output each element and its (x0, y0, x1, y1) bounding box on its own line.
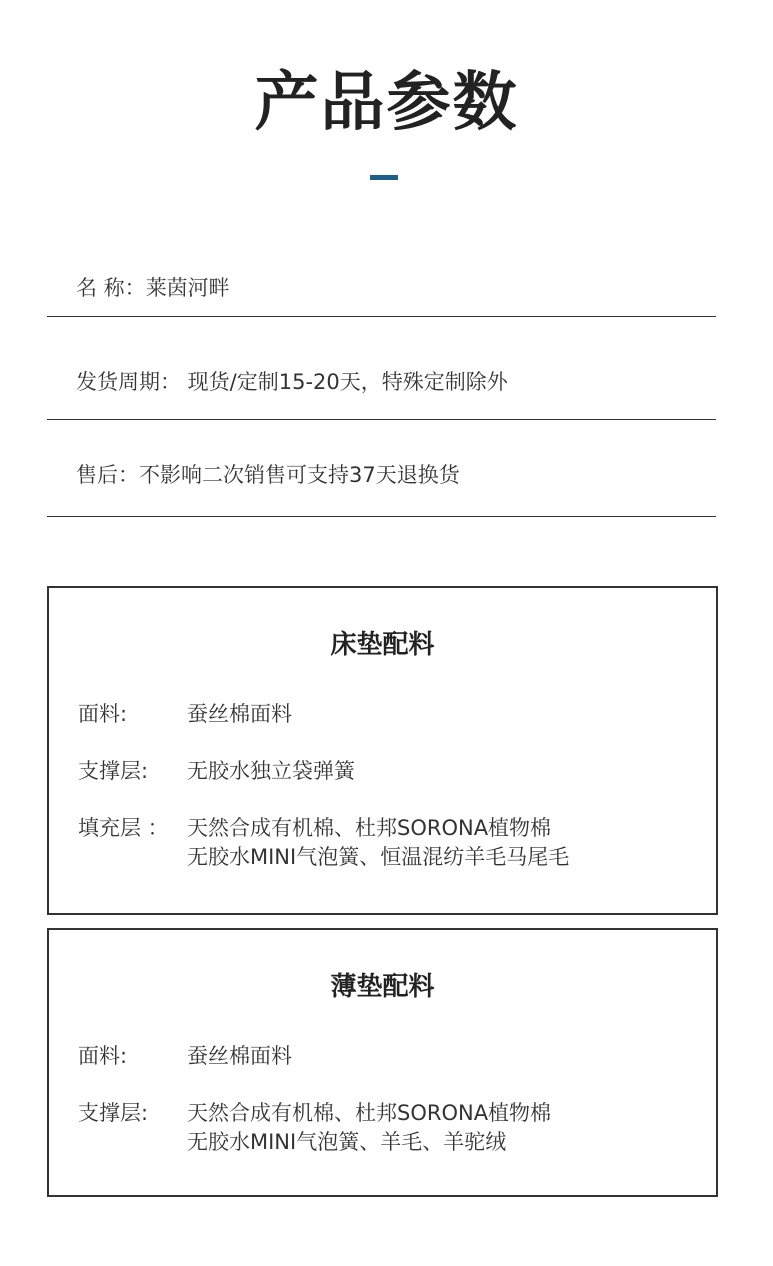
info-value: 现货/定制15-20天，特殊定制除外 (181, 370, 508, 394)
topper-materials-panel (47, 928, 718, 1197)
info-row-after-sales (47, 420, 716, 517)
spec-label: 支撑层: (78, 1101, 149, 1125)
spec-value: 无胶水独立袋弹簧 (187, 759, 355, 783)
info-row-shipping (47, 317, 716, 420)
info-label: 售后： (76, 463, 139, 487)
spec-label: 填充层 ： (78, 816, 169, 840)
info-label: 发货周期： (76, 370, 181, 394)
spec-value: 蚕丝棉面料 (187, 1044, 292, 1068)
info-row-name (47, 238, 716, 317)
spec-value: 蚕丝棉面料 (187, 702, 292, 726)
panel-title: 床垫配料 (330, 630, 435, 660)
page-title: 产品参数 (254, 66, 519, 140)
spec-label: 支撑层: (78, 759, 149, 783)
spec-label: 面料: (78, 1044, 128, 1068)
mattress-materials-panel (47, 586, 718, 915)
info-value: 不影响二次销售可支持37天退换货 (139, 463, 460, 487)
info-value: 莱茵河畔 (145, 276, 230, 300)
spec-value: 天然合成有机棉、杜邦SORONA植物棉 无胶水MINI气泡簧、羊毛、羊驼绒 (187, 1101, 552, 1154)
panel-title: 薄垫配料 (330, 972, 435, 1002)
spec-label: 面料: (78, 702, 128, 726)
title-accent-bar (370, 175, 398, 180)
info-label: 名 称： (76, 276, 146, 300)
spec-value: 天然合成有机棉、杜邦SORONA植物棉 无胶水MINI气泡簧、恒温混纺羊毛马尾毛 (187, 816, 570, 869)
